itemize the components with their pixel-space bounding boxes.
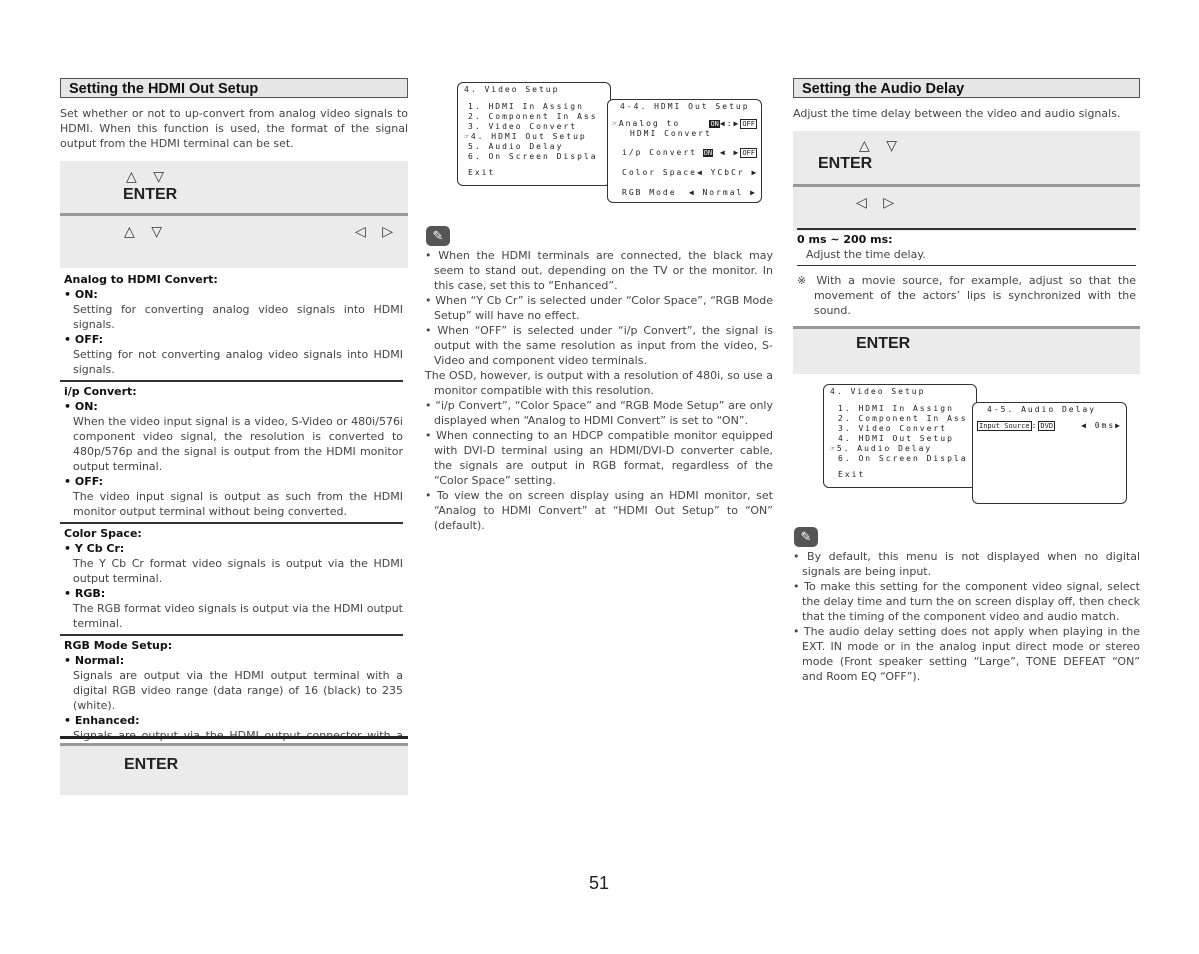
osd-delay-value: 0ms (1094, 421, 1116, 430)
option-item-desc: The video input signal is output as such from the HDMI monitor output terminal without being converted. (73, 490, 403, 518)
enter-button-label: ENTER (818, 155, 873, 172)
note-item: • The audio delay setting does not apply when playing in the EXT. IN mode or in the analog input direct mode or stereo mode (Front speaker setting “Large”, TONE DEFEAT “ON” and Room EQ “OFF”). (793, 625, 1140, 683)
note-item: • When the HDMI terminals are connected, the black may seem to stand out, depending on the TV or the monitor. In this case, set this to “Enhanced”. (425, 249, 773, 292)
osd-submenu-title: 4-4. HDMI Out Setup (620, 102, 750, 111)
range-label: 0 ms ~ 200 ms: (797, 233, 893, 246)
osd-rgb-value: Normal (702, 188, 744, 197)
option-item-label: • RGB: (64, 587, 106, 600)
option-item-desc: Signals are output via the HDMI output terminal with a digital RGB video range (data range) of 16 (black) to 235 (white). (73, 669, 403, 712)
up-down-arrows-icon: △ ▽ (126, 169, 170, 185)
up-down-arrows-icon: △ ▽ (124, 224, 168, 240)
audio-tip: ※ With a movie source, for example, adjust so that the movement of the actors’ lips is synchronized with the sound. (797, 274, 1136, 317)
osd-menu-item: 3. Video Convert (838, 424, 948, 433)
note-item: • By default, this menu is not displayed when no digital signals are being input. (793, 550, 1140, 578)
osd-video-setup-menu (823, 384, 977, 488)
osd-menu-item: 4. HDMI Out Setup (838, 434, 954, 443)
range-desc: Adjust the time delay. (806, 248, 926, 261)
option-item-desc: When the video input signal is a video, S-Video or 480i/576i component video signal, the resolution is converted to 480p/576p and the signal is output from the HDMI monitor output terminal. (73, 415, 403, 473)
option-item-desc: The RGB format video signals is output via the HDMI output terminal. (73, 602, 403, 630)
audio-range (797, 232, 1136, 262)
middle-notes-list (425, 248, 773, 533)
osd-menu-item: 3. Video Convert (468, 122, 578, 131)
hdmi-intro: Set whether or not to up-convert from analog video signals to HDMI. When this function is used, the format of the signal output from the HDMI terminal can be set. (60, 107, 408, 150)
osd-menu-item: 2. Component In Ass (468, 112, 598, 121)
option-analog-to-hdmi (60, 268, 403, 377)
note-item: • To make this setting for the component video signal, select the delay time and turn the on screen display off, then check that the timing of the component video and audio match. (793, 580, 1140, 623)
osd-menu-item: 1. HDMI In Assign (468, 102, 584, 111)
osd-value: ◀ Normal ▶ (688, 188, 757, 197)
osd-row-color (612, 168, 757, 178)
osd-row-analog (612, 119, 757, 129)
option-ip-convert (60, 382, 403, 519)
osd-menu-item: 6. On Screen Displa (468, 152, 598, 161)
up-down-arrows-icon: △ ▽ (859, 138, 903, 154)
osd-on-value: ON (703, 149, 713, 157)
osd-menu-item: 2. Component In Ass (838, 414, 968, 423)
divider (60, 736, 408, 739)
osd-menu-item: 1. HDMI In Assign (838, 404, 954, 413)
audio-section-title: Setting the Audio Delay (793, 78, 1140, 98)
osd-delay: ◀ 0ms▶ (1081, 421, 1122, 430)
option-heading: Analog to HDMI Convert: (64, 273, 218, 286)
osd-row-ip (612, 148, 757, 158)
note-item: • When connecting to an HDCP compatible monitor equipped with DVI-D terminal using an HDMI/DVI-D converter cable, the signals are output in RGB format, regardless of the “Color Space” setting. (425, 429, 773, 487)
osd-menu-exit: Exit (838, 470, 866, 479)
hdmi-step-3 (60, 743, 408, 795)
osd-row-rgb (612, 188, 757, 198)
option-item-desc: The Y Cb Cr format video signals is output via the HDMI output terminal. (73, 557, 403, 585)
option-heading: Color Space: (64, 527, 142, 540)
audio-step-1 (793, 131, 1140, 184)
osd-label: ☞Analog to (612, 119, 681, 128)
hdmi-step-1 (60, 161, 408, 213)
osd-menu-item-selected: ☞5. Audio Delay (830, 444, 933, 453)
osd-audio-delay-submenu (972, 402, 1127, 504)
osd-input-label: Input Source (979, 422, 1030, 430)
left-right-arrows-icon: ◁ ▷ (856, 195, 900, 211)
osd-input-value: DVD (1040, 422, 1054, 430)
option-item-label: • OFF: (64, 333, 104, 346)
right-notes-list (793, 549, 1140, 684)
note-item: The OSD, however, is output with a resolution of 480i, so use a monitor compatible with this resolution. (425, 369, 773, 397)
audio-step-3 (793, 326, 1140, 374)
osd-submenu-title: 4-5. Audio Delay (987, 405, 1097, 414)
hdmi-section-title: Setting the HDMI Out Setup (60, 78, 408, 98)
osd-menu-title: 4. Video Setup (830, 387, 926, 396)
option-color-space (60, 524, 403, 631)
osd-hdmi-out-setup-submenu (607, 99, 762, 203)
osd-off-value: OFF (742, 120, 755, 128)
pencil-note-icon: ✎ (794, 527, 818, 547)
osd-menu-item: 5. Audio Delay (468, 142, 564, 151)
option-heading: i/p Convert: (64, 385, 137, 398)
osd-label: RGB Mode (622, 188, 677, 197)
divider (797, 228, 1136, 230)
osd-label: Color Space (622, 168, 697, 177)
osd-color-value: YCbCr (710, 168, 745, 177)
osd-toggle: ON◀:▶ OFF (710, 119, 755, 128)
option-item-label: • ON: (64, 288, 98, 301)
option-item-label: • Y Cb Cr: (64, 542, 125, 555)
option-item-desc: Signals are output via the HDMI output connector with a (73, 729, 403, 742)
option-item-desc: Setting for converting analog video signals into HDMI signals. (73, 303, 403, 331)
note-item: • When “OFF” is selected under “i/p Convert”, the signal is output with the same resolution as input from the video, S-Video and component video terminals. (425, 324, 773, 367)
hdmi-step-2 (60, 213, 408, 268)
left-right-arrows-icon: ◁ ▷ (355, 224, 399, 240)
option-item-desc: Setting for not converting analog video signals into HDMI signals. (73, 348, 403, 376)
audio-intro: Adjust the time delay between the video and audio signals. (793, 107, 1121, 120)
osd-label: i/p Convert (622, 148, 697, 157)
osd-row-input (977, 421, 1122, 431)
note-item: • When “Y Cb Cr” is selected under “Color Space”, “RGB Mode Setup” will have no effect. (425, 294, 773, 322)
option-item-label: • OFF: (64, 475, 104, 488)
osd-on-value: ON (710, 120, 719, 128)
pencil-note-icon: ✎ (426, 226, 450, 246)
option-item-label: • Enhanced: (64, 714, 140, 727)
osd-menu-title: 4. Video Setup (464, 85, 560, 94)
note-item: • “i/p Convert”, “Color Space” and “RGB Mode Setup” are only displayed when “Analog to HDMI Convert” is set to “ON”. (425, 399, 773, 427)
osd-off-value: OFF (742, 149, 755, 157)
hdmi-options (60, 268, 403, 773)
page-number: 51 (589, 873, 610, 893)
option-item-label: • Normal: (64, 654, 125, 667)
note-item: • To view the on screen display using an HDMI monitor, set “Analog to HDMI Convert” at “HDMI Out Setup” to “ON” (default). (425, 489, 773, 532)
audio-step-2 (793, 184, 1140, 231)
osd-menu-item: 6. On Screen Displa (838, 454, 968, 463)
enter-button-label: ENTER (856, 335, 911, 352)
osd-input-source: Input Source : DVD (979, 421, 1054, 430)
osd-value: ◀ YCbCr ▶ (696, 168, 759, 177)
divider (797, 265, 1136, 266)
osd-toggle: ON ◀ ▶ OFF (703, 148, 755, 157)
osd-label: HDMI Convert (630, 129, 712, 138)
option-item-label: • ON: (64, 400, 98, 413)
enter-button-label: ENTER (123, 186, 178, 203)
enter-button-label: ENTER (124, 756, 179, 773)
osd-menu-exit: Exit (468, 168, 496, 177)
option-heading: RGB Mode Setup: (64, 639, 173, 652)
osd-video-setup-menu (457, 82, 611, 186)
osd-menu-item-selected: ☞4. HDMI Out Setup (464, 132, 587, 141)
